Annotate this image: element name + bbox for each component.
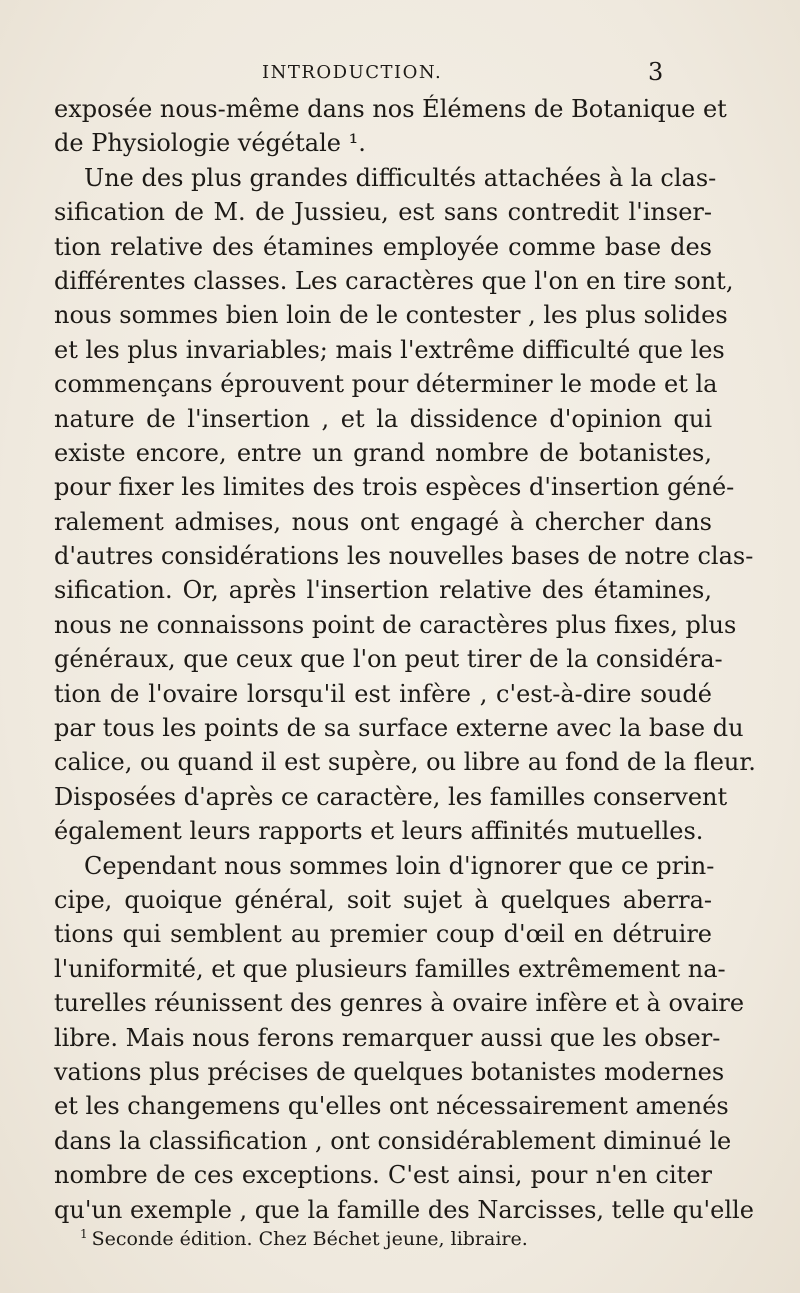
text-line: dans la classification , ont considérablement diminué le: [54, 1126, 732, 1155]
text-line: commençans éprouvent pour déterminer le mode et la: [54, 370, 718, 399]
running-head: INTRODUCTION.: [262, 62, 443, 83]
text-line: tions qui semblent au premier coup d'œil en détruire: [54, 920, 712, 949]
text-line: vations plus précises de quelques botanistes modernes: [54, 1057, 725, 1086]
body-text: [54, 92, 756, 1227]
text-line: qu'un exemple , que la famille des Narcisses, telle qu'elle: [54, 1195, 754, 1224]
text-line: libre. Mais nous ferons remarquer aussi que les obser-: [54, 1023, 721, 1052]
text-line: sification de M. de Jussieu, est sans contredit l'inser-: [54, 198, 712, 227]
text-line: nous sommes bien loin de le contester , les plus solides: [54, 301, 728, 330]
footnote-marker: 1: [80, 1227, 88, 1241]
text-line: et les changemens qu'elles ont nécessairement amenés: [54, 1092, 729, 1121]
text-line: pour fixer les limites des trois espèces d'insertion géné-: [54, 473, 735, 502]
text-line: nous ne connaissons point de caractères plus fixes, plus: [54, 610, 737, 639]
text-line: existe encore, entre un grand nombre de botanistes,: [54, 438, 712, 467]
text-line: turelles réunissent des genres à ovaire infère et à ovaire: [54, 989, 745, 1018]
text-line: Cependant nous sommes loin d'ignorer que ce prin-: [84, 851, 715, 880]
text-line: et les plus invariables; mais l'extrême difficulté que les: [54, 335, 725, 364]
text-line: calice, ou quand il est supère, ou libre au fond de la fleur.: [54, 748, 756, 777]
page-number: 3: [648, 58, 664, 86]
text-line: par tous les points de sa surface externe avec la base du: [54, 714, 744, 743]
text-line: Une des plus grandes difficultés attachées à la clas-: [84, 163, 717, 192]
text-line: sification. Or, après l'insertion relative des étamines,: [54, 576, 712, 605]
text-line: ralement admises, nous ont engagé à chercher dans: [54, 507, 712, 536]
footnote: [80, 1227, 528, 1250]
text-line: également leurs rapports et leurs affinités mutuelles.: [54, 817, 704, 846]
text-line: Disposées d'après ce caractère, les familles conservent: [54, 782, 728, 811]
text-line: nombre de ces exceptions. C'est ainsi, pour n'en citer: [54, 1161, 712, 1190]
text-line: exposée nous-même dans nos Élémens de Botanique et: [54, 95, 727, 123]
text-line: de Physiologie végétale ¹.: [54, 129, 366, 158]
text-line: l'uniformité, et que plusieurs familles extrêmement na-: [54, 954, 726, 983]
text-line: généraux, que ceux que l'on peut tirer de la considéra-: [54, 645, 723, 674]
page-header: [0, 58, 800, 90]
text-line: tion de l'ovaire lorsqu'il est infère , c'est-à-dire soudé: [54, 679, 712, 708]
text-line: d'autres considérations les nouvelles bases de notre clas-: [54, 542, 754, 571]
text-line: cipe, quoique général, soit sujet à quelques aberra-: [54, 885, 712, 914]
text-line: différentes classes. Les caractères que l'on en tire sont,: [54, 266, 734, 295]
footnote-text: Seconde édition. Chez Béchet jeune, libraire.: [91, 1228, 528, 1250]
text-line: nature de l'insertion , et la dissidence d'opinion qui: [54, 404, 712, 433]
text-line: tion relative des étamines employée comme base des: [54, 232, 712, 261]
